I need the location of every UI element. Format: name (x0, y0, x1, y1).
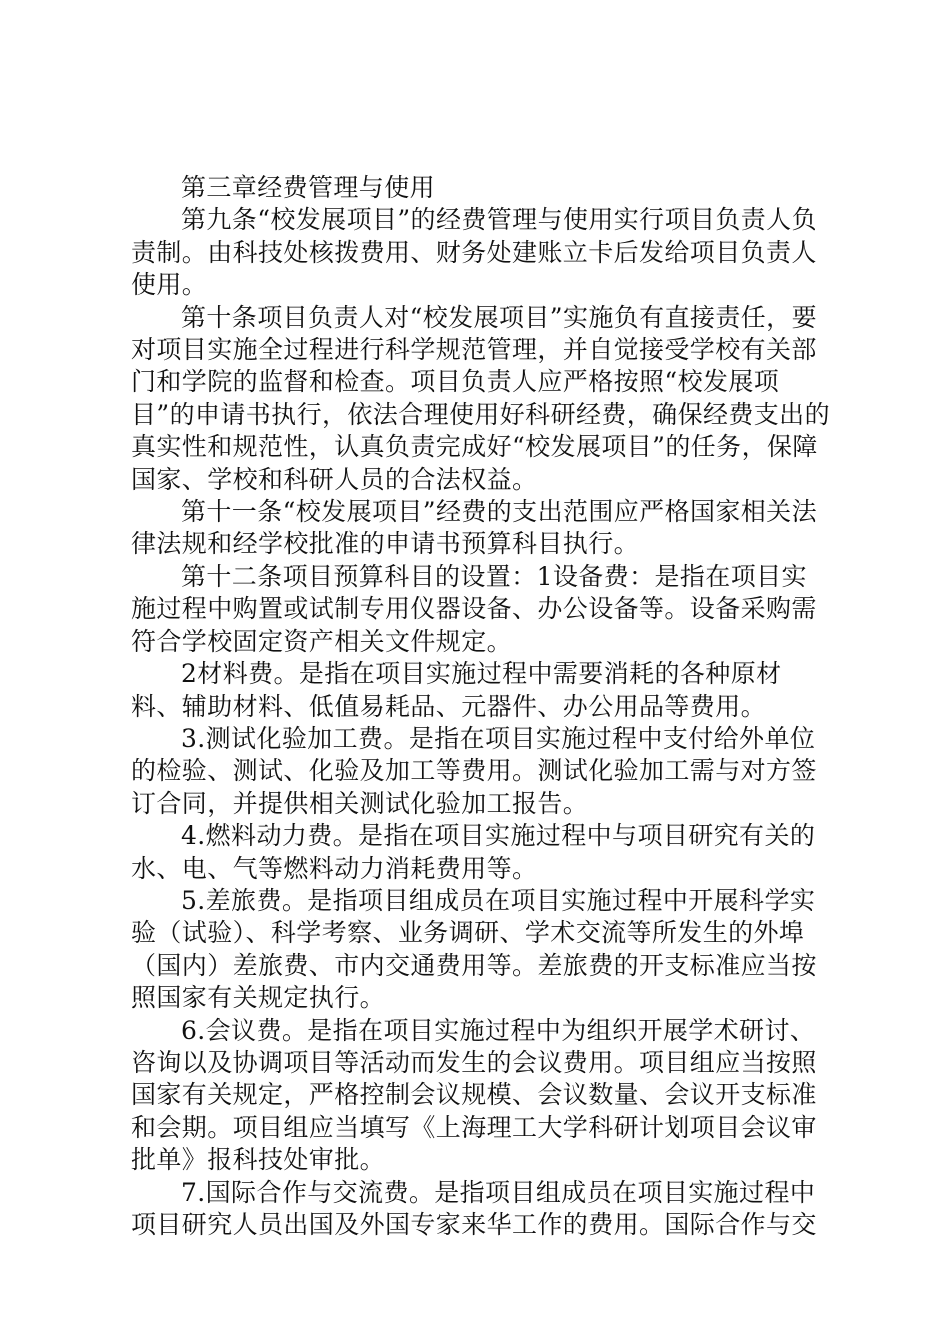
paragraph-article-12: 第十二条项目预算科目的设置：1设备费：是指在项目实施过程中购置或试制专用仪器设备、办公设备等。设备采购需符合学校固定资产相关文件规定。 (131, 561, 817, 656)
paragraph-item-5: 5.差旅费。是指项目组成员在项目实施过程中开展科学实验（试验）、科学考察、业务调研、学术交流等所发生的外埠（国内）差旅费、市内交通费用等。差旅费的开支标准应当按照国家有关规定执行。 (131, 885, 817, 1013)
paragraph-item-4: 4.燃料动力费。是指在项目实施过程中与项目研究有关的水、电、气等燃料动力消耗费用等。 (131, 821, 816, 883)
chapter-heading: 第三章经费管理与使用 (181, 173, 436, 202)
document-body (131, 172, 831, 1241)
paragraph-item-7: 7.国际合作与交流费。是指项目组成员在项目实施过程中项目研究人员出国及外国专家来华工作的费用。国际合作与交 (131, 1177, 817, 1239)
paragraph-item-3: 3.测试化验加工费。是指在项目实施过程中支付给外单位的检验、测试、化验及加工等费用。测试化验加工需与对方签订合同，并提供相关测试化验加工报告。 (131, 723, 817, 818)
paragraph-item-6: 6.会议费。是指在项目实施过程中为组织开展学术研讨、咨询以及协调项目等活动而发生的会议费用。项目组应当按照国家有关规定，严格控制会议规模、会议数量、会议开支标准和会期。项目组应当填写《上海理工大学科研计划项目会议审批单》报科技处审批。 (131, 1015, 817, 1175)
paragraph-article-9: 第九条“校发展项目”的经费管理与使用实行项目负责人负责制。由科技处核拨费用、财务处建账立卡后发给项目负责人使用。 (131, 205, 817, 300)
paragraph-article-11: 第十一条“校发展项目”经费的支出范围应严格国家相关法律法规和经学校批准的申请书预算科目执行。 (131, 497, 817, 559)
paragraph-item-2: 2材料费。是指在项目实施过程中需要消耗的各种原材料、辅助材料、低值易耗品、元器件、办公用品等费用。 (131, 659, 782, 721)
paragraph-article-10: 第十条项目负责人对“校发展项目”实施负有直接责任，要对项目实施全过程进行科学规范管理，并自觉接受学校有关部门和学院的监督和检查。项目负责人应严格按照“校发展项目”的申请书执行，依法合理使用好科研经费，确保经费支出的真实性和规范性，认真负责完成好“校发展项目”的任务，保障国家、学校和科研人员的合法权益。 (131, 302, 830, 494)
